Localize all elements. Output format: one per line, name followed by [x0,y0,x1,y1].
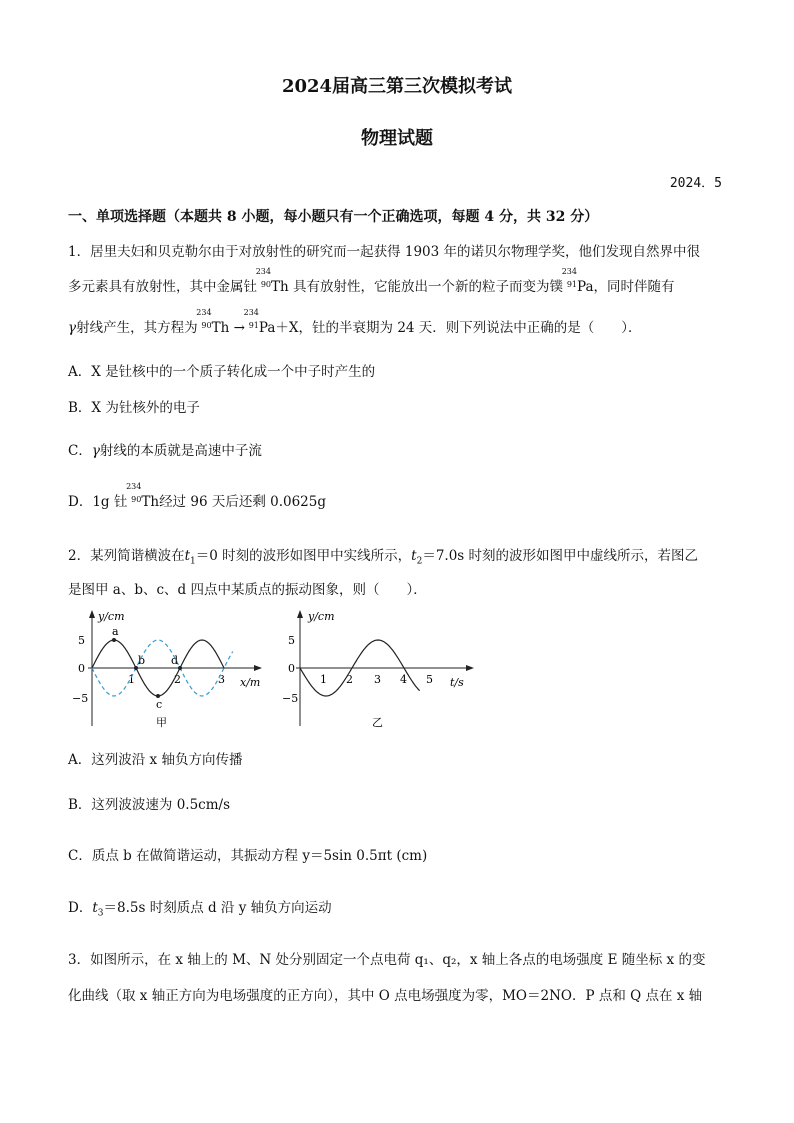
exam-date: 2024．5 [669,176,722,191]
q2-option-c: C．质点 b 在做简谐运动，其振动方程 y＝5sin 0.5πt (cm) [68,848,428,864]
q2-line2: 是图甲 a、b、c、d 四点中某质点的振动图象，则（ ）． [68,582,427,598]
vib-x-axis-label: t/s [450,676,464,689]
wave-ytick-5: 5 [78,634,85,647]
q1-option-d: D．1g 钍 234 90 Th经过 96 天后还剩 0.0625g [68,482,326,510]
wave-caption-jia: 甲 [156,716,167,729]
wave-point-d [178,666,182,670]
wave-point-c-label: c [156,698,163,711]
vib-ytick-5: 5 [288,634,295,647]
exam-title: 2024届高三第三次模拟考试 [281,76,513,97]
vib-xtick-3: 3 [374,673,381,686]
vib-xtick-2: 2 [346,673,353,686]
vib-xtick-5: 5 [426,673,433,686]
q1-option-c: C．γ射线的本质就是高速中子流 [68,443,262,459]
vib-xtick-1: 1 [320,673,327,686]
wave-ytick-neg5: −5 [72,692,89,705]
wave-y-axis-label: y/cm [98,610,125,623]
vib-xtick-4: 4 [400,673,407,686]
q1-option-a: A．X 是钍核中的一个质子转化成一个中子时产生的 [68,364,376,380]
wave-point-a-label: a [112,625,119,638]
wave-point-b-label: b [138,654,146,667]
wave-point-a [112,638,116,642]
wave-graph-jia [68,606,268,736]
th-nuclide-notation: 234 90 [255,267,271,289]
q2-option-d: D．$t_3=8.5s$ 时刻质点 d 沿 y 轴负方向运动 [68,900,332,919]
section-heading: 一、单项选择题（本题共 8 小题，每小题只有一个正确选项，每题 4 分，共 32 分） [68,209,599,225]
vibration-graph-yi [282,606,478,736]
vib-ytick-0: 0 [288,662,295,675]
vib-caption-yi: 乙 [372,716,383,729]
pa-nuclide-notation: 234 91 [561,267,577,289]
vib-y-axis-label: y/cm [308,610,335,623]
q1-line2: 多元素具有放射性，其中金属钍 234 90 Th 具有放射性，它能放出一个新的粒子而变为镤 234 91 Pa，同时伴随有 [68,267,675,295]
vib-ytick-neg5: −5 [282,692,299,705]
wave-xtick-3: 3 [218,673,225,686]
wave-x-axis-label: x/m [240,676,261,689]
wave-point-d-label: d [171,654,179,667]
wave-ytick-0: 0 [78,662,85,675]
wave-xtick-2: 2 [174,673,181,686]
q1-option-b: B．X 为钍核外的电子 [68,400,200,416]
q2-option-b: B．这列波波速为 0.5cm/s [68,797,231,813]
subject-title: 物理试题 [361,128,433,149]
wave-xtick-1: 1 [128,673,135,686]
q2-option-a: A．这列波沿 x 轴负方向传播 [68,752,243,768]
q3-line1: 3．如图所示，在 x 轴上的 M、N 处分别固定一个点电荷 q₁、q₂，x 轴上各点的电场强度 E 随坐标 x 的变 [68,952,706,968]
q2-line1: 2．某列简谐横波在$t_1=0$ 时刻的波形如图甲中实线所示，$t_2=7.0s$ 时刻的波形如图甲中虚线所示，若图乙 [68,548,699,567]
q3-line2: 化曲线（取 x 轴正方向为电场强度的正方向），其中 O 点电场强度为零，MO＝2NO．P 点和 Q 点在 x 轴 [68,988,703,1004]
q1-line3: γ射线产生，其方程为 234 90 Th → 234 91 Pa＋X，钍的半衰期为 24 天．则下列说法中正确的是（ ）． [68,308,642,336]
q1-line1: 1．居里夫妇和贝克勒尔由于对放射性的研究而一起获得 1903 年的诺贝尔物理学奖，他们发现自然界中很 [68,244,701,260]
